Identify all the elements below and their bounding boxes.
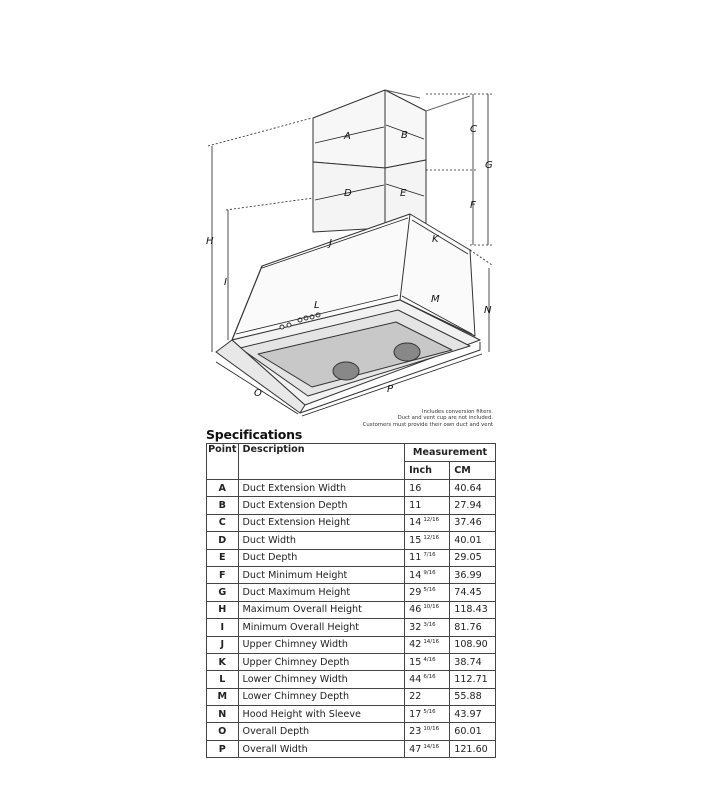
table-row [207,653,496,670]
description-cell: Lower Chimney Depth [238,688,405,705]
specifications-title: Specifications [206,427,303,442]
inch-whole: 14 [409,517,422,529]
note-line: Includes conversion filters. [421,409,493,415]
table-row [207,497,496,514]
description-cell: Duct Extension Width [238,480,405,497]
description-cell: Duct Width [238,532,405,549]
inch-cell [405,653,450,670]
inch-fraction: 7/16 [423,552,436,559]
point-cell: F [207,566,239,583]
inch-whole: 23 [409,726,422,738]
point-cell: M [207,688,239,705]
inch-cell [405,671,450,688]
inch-whole: 47 [409,743,422,755]
note-line: Customers must provide their own duct and vent [362,421,493,428]
inch-cell [405,514,450,531]
point-cell: P [207,740,239,757]
inch-fraction: 10/16 [423,726,440,733]
cm-cell: 118.43 [450,601,496,618]
table-row [207,619,496,636]
header-point: Point [207,444,239,480]
cm-cell: 29.05 [450,549,496,566]
inch-fraction: 10/16 [423,604,440,611]
note-line: Duct and vent cup are not included. [397,415,493,422]
description-cell: Duct Depth [238,549,405,566]
cm-cell: 121.60 [450,740,496,757]
inch-whole: 44 [409,673,422,685]
cm-cell: 38.74 [450,653,496,670]
inch-cell [405,497,450,514]
inch-whole: 46 [409,604,422,616]
table-row [207,584,496,601]
description-cell: Minimum Overall Height [238,619,405,636]
point-cell: B [207,497,239,514]
inch-cell [405,688,450,705]
table-row [207,549,496,566]
cm-cell: 37.46 [450,514,496,531]
point-cell: E [207,549,239,566]
description-cell: Upper Chimney Depth [238,653,405,670]
label-m: M [431,294,440,305]
label-d: D [344,188,352,199]
cm-cell: 43.97 [450,706,496,723]
point-cell: A [207,480,239,497]
inch-fraction: 3/16 [423,621,436,628]
inch-whole: 15 [409,534,422,546]
label-b: B [401,130,408,141]
cm-cell: 40.01 [450,532,496,549]
label-a: A [344,131,351,142]
specifications-table-body [207,480,496,758]
label-p: P [387,384,394,395]
point-cell: K [207,653,239,670]
cm-cell: 55.88 [450,688,496,705]
specifications-table [206,443,496,758]
description-cell: Duct Maximum Height [238,584,405,601]
label-k: K [432,234,439,245]
description-cell: Upper Chimney Width [238,636,405,653]
point-cell: J [207,636,239,653]
table-row [207,671,496,688]
inch-cell [405,740,450,757]
inch-whole: 29 [409,587,422,599]
inch-fraction: 12/16 [423,534,440,541]
inch-cell [405,601,450,618]
installation-note [300,409,493,428]
label-i: I [224,277,227,288]
inch-cell [405,636,450,653]
header-measurement: Measurement [405,444,496,462]
description-cell: Overall Depth [238,723,405,740]
label-l: L [314,300,320,311]
cm-cell: 108.90 [450,636,496,653]
inch-fraction: 6/16 [423,673,436,680]
inch-fraction: 12/16 [423,517,440,524]
inch-cell [405,619,450,636]
header-description: Description [238,444,405,480]
table-row [207,740,496,757]
table-row [207,532,496,549]
label-o: O [254,388,262,399]
inch-fraction: 4/16 [423,656,436,663]
cm-cell: 40.64 [450,480,496,497]
inch-whole: 14 [409,569,422,581]
inch-whole: 22 [409,691,422,703]
label-n: N [484,305,492,316]
inch-whole: 15 [409,656,422,668]
label-j: J [329,238,332,249]
table-row [207,723,496,740]
table-row [207,636,496,653]
description-cell: Maximum Overall Height [238,601,405,618]
inch-whole: 32 [409,621,422,633]
inch-cell [405,566,450,583]
inch-whole: 17 [409,708,422,720]
table-header-row [207,444,496,462]
point-cell: G [207,584,239,601]
cm-cell: 60.01 [450,723,496,740]
label-g: G [485,160,493,171]
description-cell: Duct Extension Depth [238,497,405,514]
table-row [207,566,496,583]
label-f: F [470,200,476,211]
inch-fraction: 14/16 [423,743,440,750]
point-cell: D [207,532,239,549]
inch-fraction: 14/16 [423,639,440,646]
inch-cell [405,706,450,723]
inch-cell [405,532,450,549]
inch-fraction: 5/16 [423,587,436,594]
inch-cell [405,584,450,601]
inch-whole: 11 [409,552,422,564]
table-row [207,688,496,705]
point-cell: H [207,601,239,618]
header-cm: CM [450,462,496,480]
point-cell: C [207,514,239,531]
inch-cell [405,549,450,566]
label-h: H [206,236,214,247]
cm-cell: 74.45 [450,584,496,601]
description-cell: Duct Minimum Height [238,566,405,583]
inch-whole: 42 [409,639,422,651]
cm-cell: 81.76 [450,619,496,636]
cm-cell: 112.71 [450,671,496,688]
point-cell: N [207,706,239,723]
header-inch: Inch [405,462,450,480]
point-cell: L [207,671,239,688]
table-row [207,706,496,723]
point-cell: I [207,619,239,636]
table-row [207,601,496,618]
inch-whole: 16 [409,482,422,494]
label-c: C [470,124,477,135]
cm-cell: 27.94 [450,497,496,514]
inch-fraction: 9/16 [423,569,436,576]
description-cell: Duct Extension Height [238,514,405,531]
cm-cell: 36.99 [450,566,496,583]
inch-fraction: 5/16 [423,708,436,715]
inch-whole: 11 [409,500,422,512]
table-row [207,480,496,497]
label-e: E [400,188,407,199]
description-cell: Overall Width [238,740,405,757]
description-cell: Hood Height with Sleeve [238,706,405,723]
point-cell: O [207,723,239,740]
inch-cell [405,480,450,497]
description-cell: Lower Chimney Width [238,671,405,688]
table-row [207,514,496,531]
inch-cell [405,723,450,740]
